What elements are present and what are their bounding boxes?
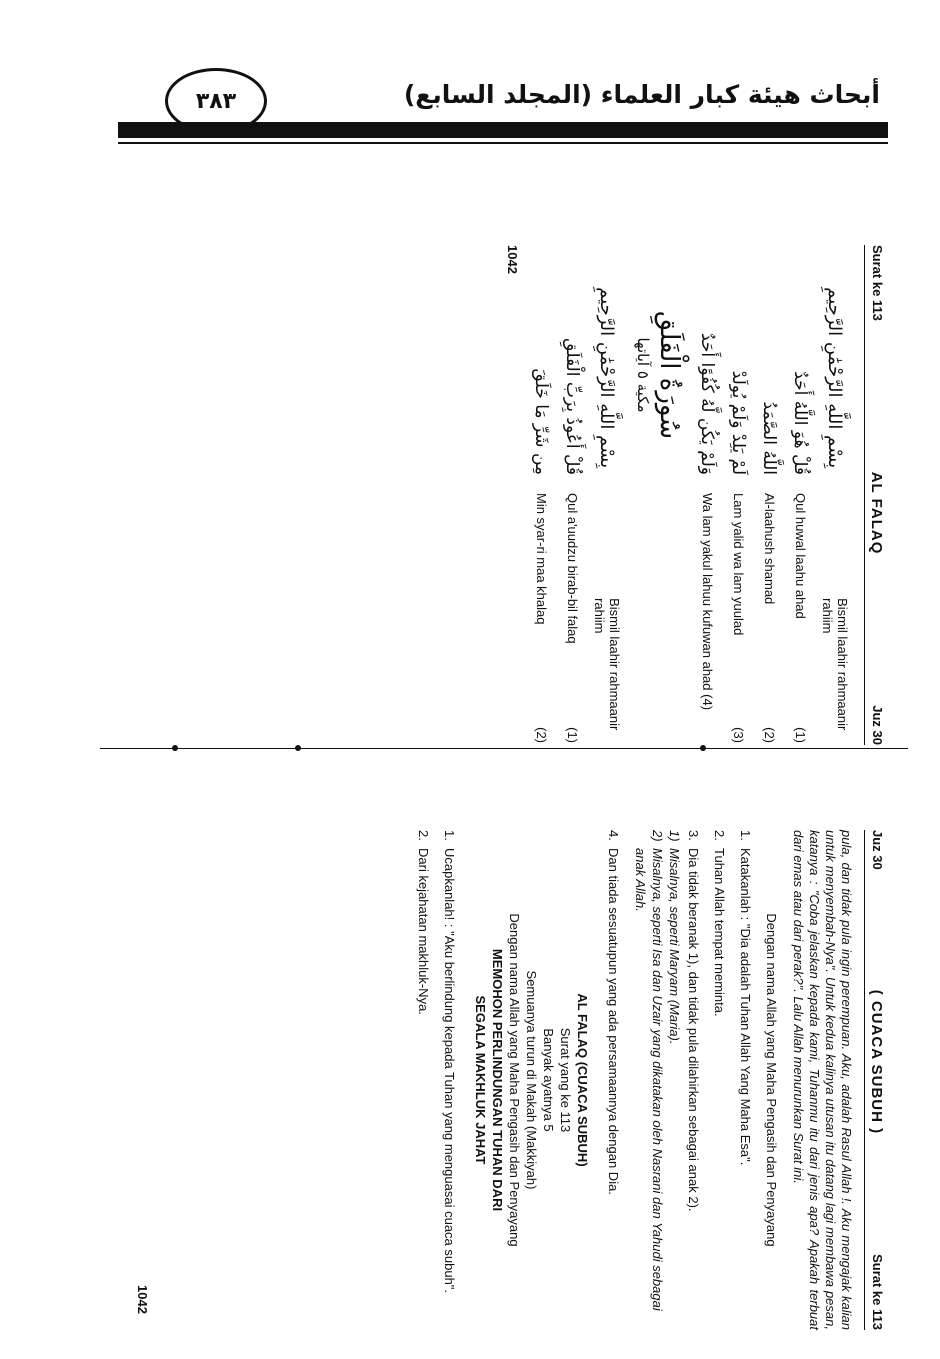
- basmala-translation: Dengan nama Allah yang Maha Pengasih dan Penyayang: [764, 913, 779, 1247]
- juz-number: Juz 30: [870, 830, 885, 870]
- basmala-arabic: بِسْمِ اللَّهِ الرَّحْمَٰنِ الرَّحِيمِ: [824, 287, 846, 469]
- item-number: 4.: [606, 830, 621, 841]
- translation-item: [441, 830, 458, 1330]
- surah-number: Surat ke 113: [870, 245, 885, 321]
- verse-arabic: قُلْ أَعُوذُ بِرَبِّ الْفَلَقِ: [562, 338, 583, 475]
- basmala-arabic: بِسْمِ اللَّهِ الرَّحْمَٰنِ الرَّحِيمِ: [596, 287, 618, 469]
- footnote-text: Misalnya, seperti Maryam (Maria).: [667, 848, 682, 1045]
- surah-name: AL FALAQ: [868, 471, 885, 555]
- item-text: Dia tidak beranak 1), dan tidak pula dilahirkan sebagai anak 2).: [686, 848, 701, 1212]
- basmala: [588, 245, 626, 745]
- surah-info-line: Banyak ayatnya 5: [541, 1028, 556, 1132]
- item-number: 2.: [416, 830, 431, 841]
- translation-page: [125, 830, 885, 1330]
- translation-item: [711, 830, 728, 1330]
- surah-heading: AL FALAQ (CUACA SUBUH): [575, 993, 590, 1167]
- section-heading: SEGALA MAKHLUK JAHAT: [473, 995, 488, 1165]
- verse-latin: Min syar-ri maa khalaq: [534, 493, 549, 625]
- intro-paragraph: pula, dan tidak pula ingin perempuan. Aku, adalah Rasul Allah !. Aku mengajak kalian untuk menyembah-Nya". Untuk kedua kalinya utusan itu datang lagi membawa pesan, katanya : "Coba jelaskan kepada kami, Tuhanmu itu dari jenis apa? Apakah terbuat dari emas atau dari perak?". Lalu Allah menurunkan Surat ini.: [791, 830, 854, 1330]
- divider-mark: [295, 745, 301, 751]
- running-head: [864, 830, 885, 1330]
- translation-item: [737, 830, 754, 1330]
- verse: [557, 245, 588, 745]
- header-thin-rule: [118, 142, 888, 144]
- verse: [785, 245, 816, 745]
- basmala-latin: Bismil laahir rahmaanir rahiim: [820, 598, 850, 731]
- verse: [526, 245, 557, 745]
- item-text: Dari kejahatan makhluk-Nya.: [416, 848, 431, 1015]
- page-divider-line: [100, 748, 908, 749]
- verse-arabic: وَلَمْ يَكُن لَّهُ كُفُوًا أَحَدٌ: [697, 332, 718, 475]
- page-number: 1042: [135, 1285, 150, 1314]
- juz-number: Juz 30: [870, 705, 885, 745]
- footnote-number: 1): [667, 830, 682, 842]
- item-number: 2.: [712, 830, 727, 841]
- basmala-latin: Bismil laahir rahmaanir rahiim: [592, 598, 622, 731]
- item-text: Katakanlah : "Dia adalah Tuhan Allah Yang Maha Esa".: [738, 848, 753, 1166]
- verse-number: (2): [534, 727, 549, 743]
- section-heading: MEMOHON PERLINDUNGAN TUHAN DARI: [490, 948, 505, 1212]
- translation-item: [605, 830, 622, 1330]
- divider-mark: [172, 745, 178, 751]
- translation-item: [415, 830, 432, 1330]
- surah-info-line: Surat yang ke 113: [558, 1027, 573, 1133]
- verse: [754, 245, 785, 745]
- divider-mark: [700, 745, 706, 751]
- verse-latin: Wa lam yakul lahuu kufuwan ahad (4): [700, 493, 715, 711]
- verse-number: (3): [731, 727, 746, 743]
- item-number: 1.: [738, 830, 753, 841]
- surah-subtitle: مكية ٥ آياتها: [634, 337, 652, 413]
- verse-arabic: اللَّهُ الصَّمَدُ: [759, 401, 780, 475]
- surah-number: Surat ke 113: [870, 1254, 885, 1330]
- verse: [723, 245, 754, 745]
- footnote-number: 2): [650, 830, 665, 842]
- running-head: [864, 245, 885, 745]
- verse-number: (1): [793, 727, 808, 743]
- verse-arabic: لَمْ يَلِدْ وَلَمْ يُولَدْ: [728, 370, 749, 475]
- verse-number: (2): [762, 727, 777, 743]
- item-text: Ucapkanlah! : "Aku berlindung kepada Tuhan yang menguasai cuaca subuh".: [442, 848, 457, 1294]
- verse-arabic: قُلْ هُوَ اللَّهُ أَحَدٌ: [790, 371, 811, 475]
- item-text: Dan tiada sesuatupun yang ada persamaannya dengan Dia.: [606, 848, 621, 1195]
- verse-latin: Qul a'uudzu birab-bil falaq: [565, 493, 580, 644]
- quran-page: [135, 245, 885, 745]
- surah-info-line: Semuanya turun di Makah (Makkiyah): [524, 970, 539, 1190]
- footnote-text: Misalnya, seperti Isa dan Uzair yang dikatakan oleh Nasrani dan Yahudi sebagai anak Allah.: [633, 848, 665, 1311]
- footnote: [632, 830, 666, 1330]
- book-title: أبحاث هيئة كبار العلماء (المجلد السابع): [403, 80, 880, 109]
- translation-item: [685, 830, 702, 1330]
- surah-name: ( CUACA SUBUH ): [868, 989, 885, 1135]
- verse: [692, 245, 723, 745]
- item-number: 3.: [686, 830, 701, 841]
- verse-latin: Al-laahush shamad: [762, 493, 777, 605]
- item-number: 1.: [442, 830, 457, 841]
- verse-latin: Qul huwal laahu ahad: [793, 493, 808, 619]
- header-thick-rule: [118, 122, 888, 138]
- basmala-translation: Dengan nama Allah yang Maha Pengasih dan Penyayang: [507, 913, 522, 1247]
- verse-latin: Lam yalid wa lam yuulad: [731, 493, 746, 636]
- page-number: 1042: [505, 245, 520, 274]
- footnote: [666, 830, 683, 1330]
- basmala: [816, 245, 854, 745]
- surah-title-calligraphy: سُورَةُ الْفَلَقِ: [654, 310, 684, 440]
- page-number-arabic: ٣٨٣: [195, 88, 237, 114]
- verse-arabic: مِن شَرِّ مَا خَلَقَ: [531, 368, 552, 475]
- verse-number: (1): [565, 727, 580, 743]
- item-text: Tuhan Allah tempat meminta.: [712, 848, 727, 1017]
